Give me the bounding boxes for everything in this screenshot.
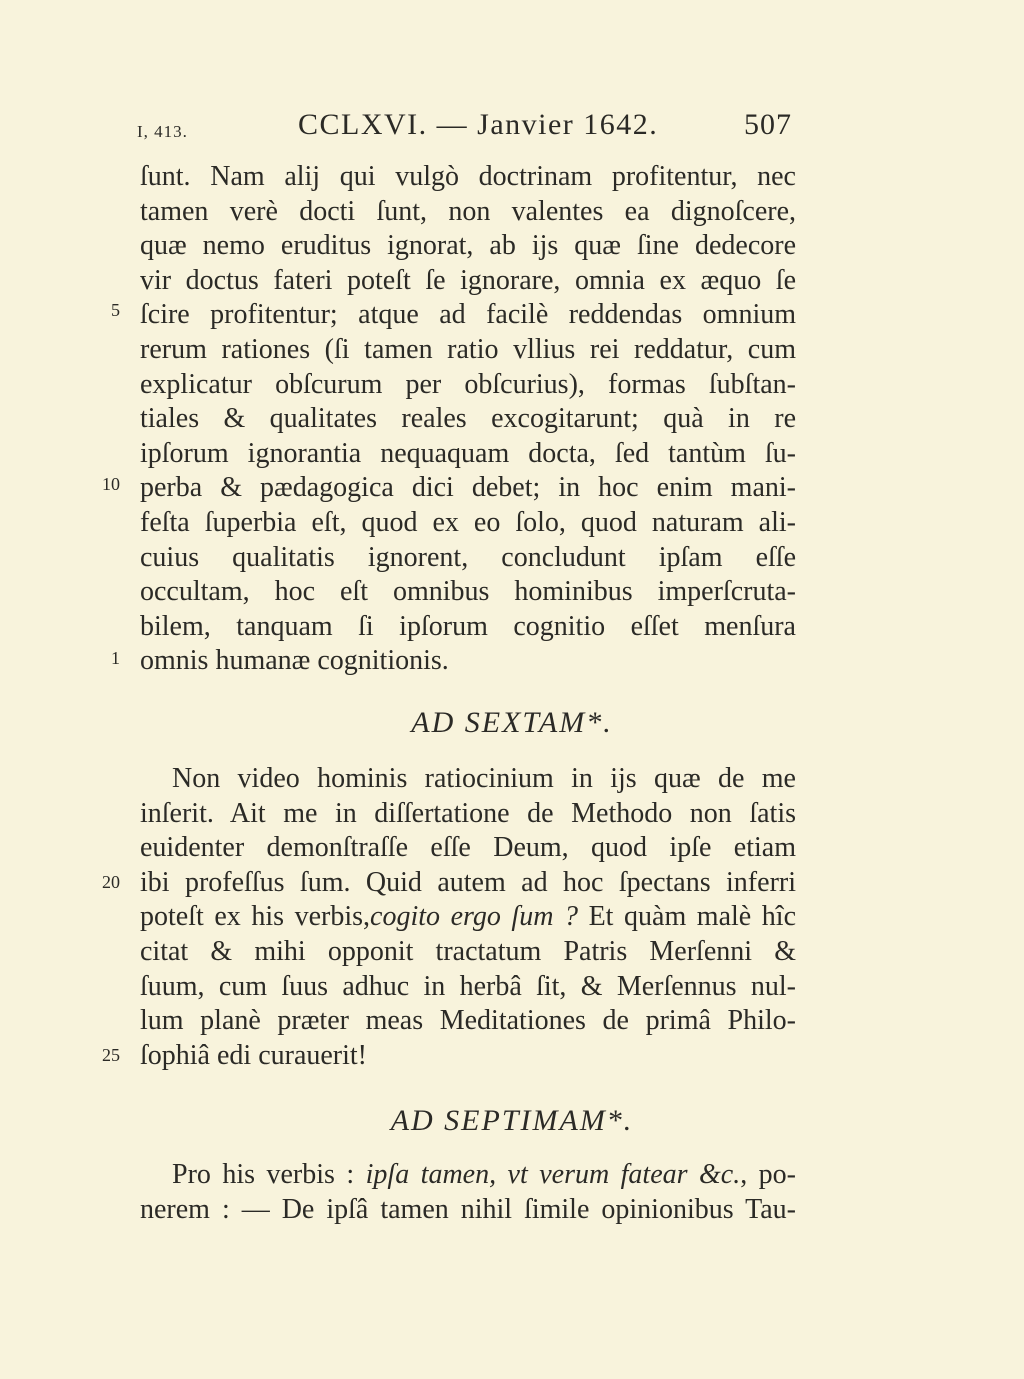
paragraph-continuation xyxy=(140,160,796,679)
text-segment: Et quàm malè hîc xyxy=(588,901,796,933)
text-line: ſophiâ edi curauerit! xyxy=(140,1039,368,1071)
letter-title: CCLXVI. — Janvier 1642. xyxy=(298,108,659,141)
quoted-phrase: cogito ergo ſum ? xyxy=(370,901,578,933)
text-line: vir doctus fateri poteſt ſe ignorare, omnia ex æquo ſe xyxy=(140,264,796,296)
text-line: occultam, hoc eſt omnibus hominibus imperſcruta- xyxy=(140,576,796,608)
volume-page-reference: I, 413. xyxy=(137,122,188,141)
text-line: euidenter demonſtraſſe eſſe Deum, quod ipſe etiam xyxy=(140,832,796,864)
text-line: ſcire profitentur; atque ad facilè reddendas omnium xyxy=(140,299,796,331)
text-line: bilem, tanquam ſi ipſorum cognitio eſſet menſura xyxy=(140,610,796,642)
text-line: ibi profeſſus ſum. Quid autem ad hoc ſpectans inferri xyxy=(140,866,796,898)
text-line: omnis humanæ cognitionis. xyxy=(140,645,449,677)
text-line: citat & mihi opponit tractatum Patris Merſenni & xyxy=(140,935,796,967)
text-line: ſunt. Nam alij qui vulgò doctrinam profitentur, nec xyxy=(140,161,796,192)
text-line xyxy=(140,1158,796,1193)
text-line: explicatur obſcurum per obſcurius), formas ſubſtan- xyxy=(140,368,796,400)
line-number: 5 xyxy=(111,300,120,320)
text-line: ipſorum ignorantia nequaquam docta, ſed tantùm ſu- xyxy=(140,437,796,469)
line-number: 20 xyxy=(102,872,120,892)
text-line: ſuum, cum ſuus adhuc in herbâ ſit, & Merſennus nul- xyxy=(140,970,796,1002)
text-line: feſta ſuperbia eſt, quod ex eo ſolo, quod naturam ali- xyxy=(140,506,796,538)
text-line: Non video hominis ratiocinium in ijs quæ de me xyxy=(172,763,796,794)
section-heading-septimam: AD SEPTIMAM*. xyxy=(390,1104,634,1137)
text-line: inſerit. Ait me in diſſertatione de Methodo non ſatis xyxy=(140,797,796,829)
text-line: rerum rationes (ſi tamen ratio vllius rei reddatur, cum xyxy=(140,333,796,365)
text-line: lum planè præter meas Meditationes de primâ Philo- xyxy=(140,1005,796,1037)
section-heading-sextam: AD SEXTAM*. xyxy=(411,706,613,739)
line-number: 25 xyxy=(102,1045,120,1065)
text-line: cuius qualitatis ignorent, concludunt ipſam eſſe xyxy=(140,541,796,573)
running-header xyxy=(0,108,1024,148)
text-segment: poteſt ex his verbis, xyxy=(140,901,371,933)
paragraph-sextam xyxy=(140,762,796,1073)
text-segment: Pro his verbis : xyxy=(172,1159,355,1190)
text-line xyxy=(140,900,796,935)
text-line: tamen verè docti ſunt, non valentes ea dignoſcere, xyxy=(140,195,796,227)
page-number: 507 xyxy=(744,108,792,141)
text-line: perba & pædagogica dici debet; in hoc enim mani- xyxy=(140,472,796,504)
text-segment: , po- xyxy=(740,1159,797,1190)
paragraph-septimam xyxy=(140,1158,796,1227)
quoted-phrase: ipſa tamen, vt verum fatear &c. xyxy=(365,1159,741,1190)
line-number: 1 xyxy=(111,648,120,668)
text-line: quæ nemo eruditus ignorat, ab ijs quæ ſine dedecore xyxy=(140,230,796,262)
text-line: nerem : — De ipſâ tamen nihil ſimile opinionibus Tau- xyxy=(140,1193,796,1225)
text-line: tiales & qualitates reales excogitarunt; quà in re xyxy=(140,403,796,435)
line-number: 10 xyxy=(102,474,120,494)
